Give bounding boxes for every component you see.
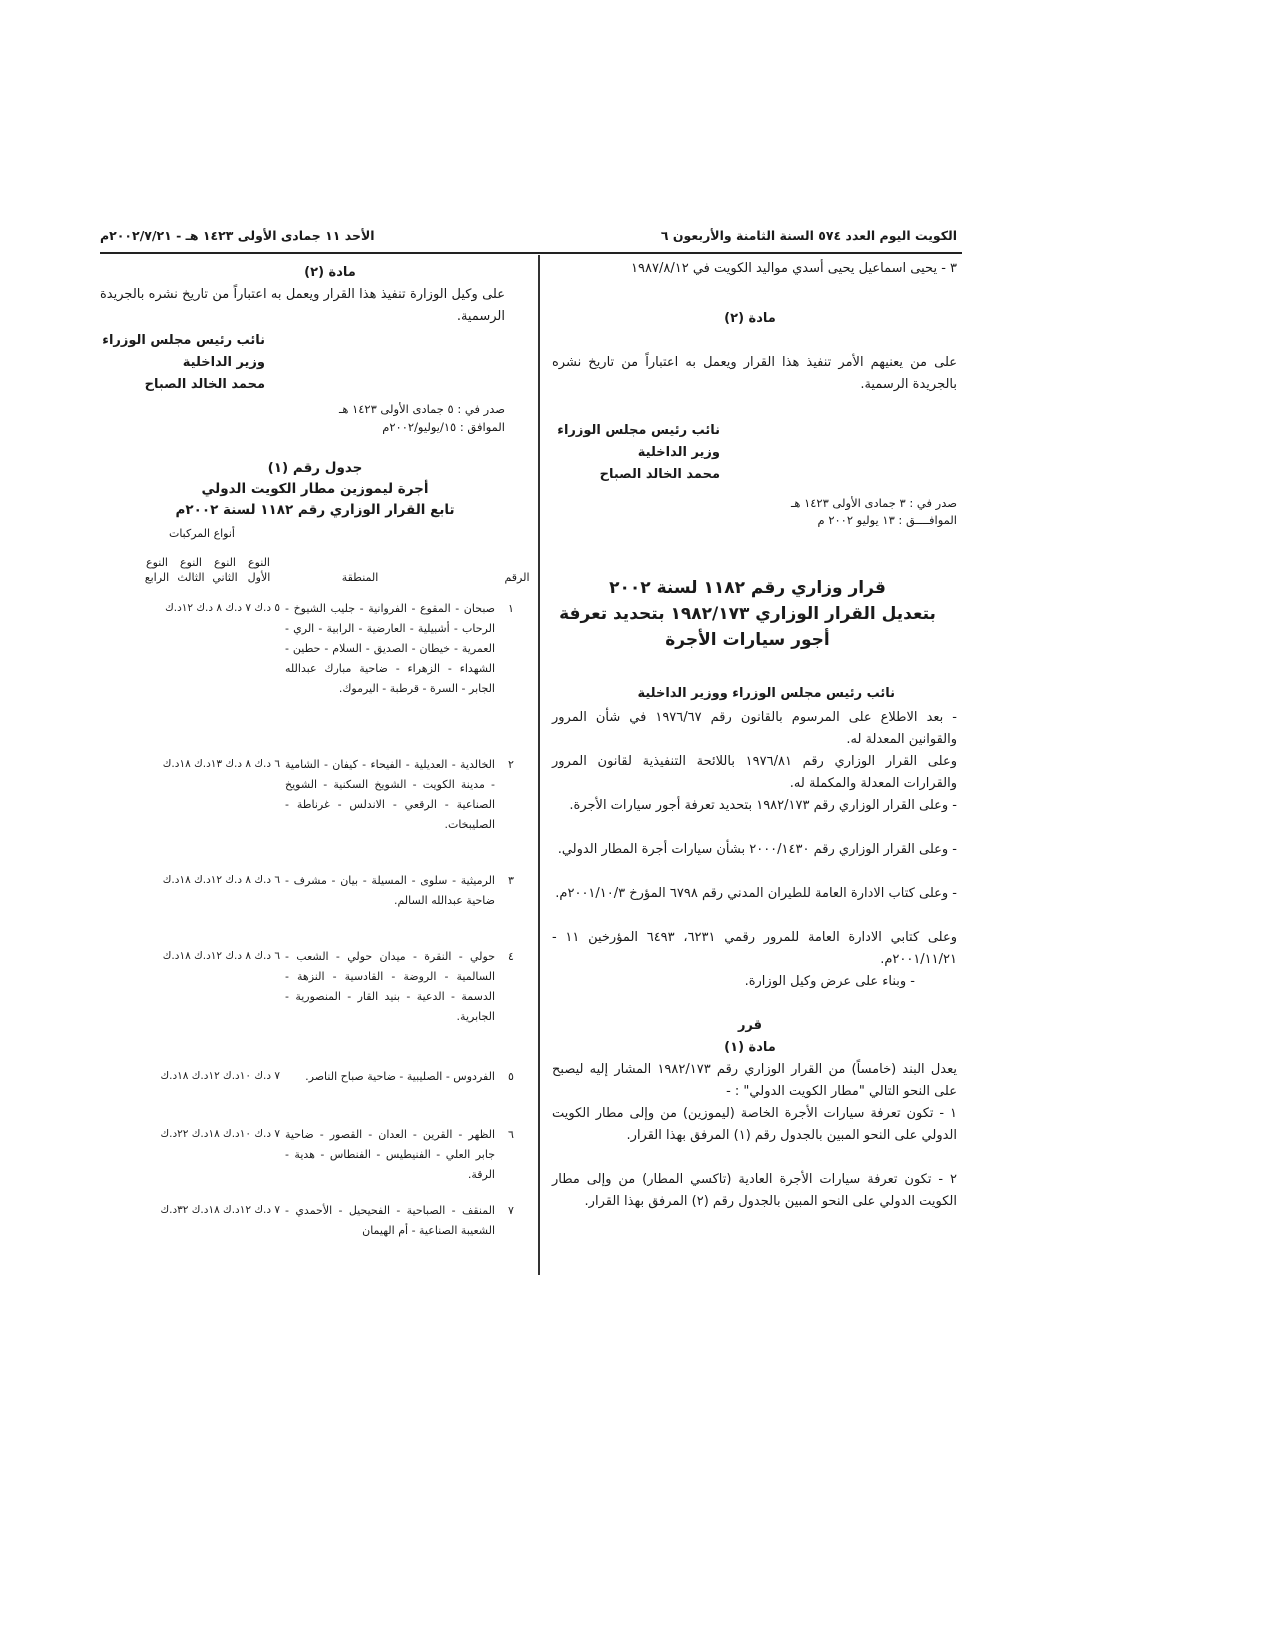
table-row-1-number: ١ [508, 602, 514, 615]
right-signature-title-2: وزير الداخلية [637, 445, 720, 460]
right-issued-date: صدر في : ٣ جمادى الأولى ١٤٢٣ هـ [790, 496, 957, 510]
table-row-5-number: ٥ [508, 1070, 514, 1083]
table-title-line-3: تابع القرار الوزاري رقم ١١٨٢ لسنة ٢٠٠٢م [175, 502, 455, 518]
left-signature-name: محمد الخالد الصباح [144, 377, 265, 392]
recital-4: - وعلى القرار الوزاري رقم ٢٠٠٠/١٤٣٠ بشأن سيارات أجرة المطار الدولي. [557, 842, 957, 857]
decided-heading: قرر [737, 1018, 763, 1033]
decision-title-line-1: قرار وزاري رقم ١١٨٢ لسنة ٢٠٠٢ [609, 578, 886, 598]
table-row-7-number: ٧ [508, 1204, 514, 1217]
table-title-line-1: جدول رقم (١) [267, 460, 363, 476]
table-row-2-number: ٢ [508, 758, 514, 771]
table-row-1-area: صبحان - المقوع - الفروانية - جليب الشيوخ - الرحاب - أشبيلية - العارضية - الرابية - الري - العمرية - خيطان - الصديق - السلام - حطين - الشهداء - الزهراء - ضاحية مبارك عبدالله الجابر - السرة - قرطبة - اليرموك. [285, 602, 495, 695]
left-signature-title-1: نائب رئيس مجلس الوزراء [102, 333, 265, 348]
table-row-3-prices: ٦ د.ك ٨ د.ك ١٢د.ك ١٨د.ك [162, 874, 280, 886]
recital-7: - وبناء على عرض وكيل الوزارة. [744, 974, 915, 989]
table-row-7-prices: ٧ د.ك ١٢د.ك ١٨د.ك ٣٢د.ك [160, 1204, 280, 1216]
table-row-4-area: حولي - النقرة - ميدان حولي - الشعب - السالمية - الروضة - القادسية - النزهة - الدسمة - الدعية - بنيد القار - المنصورية - الجابرية. [285, 950, 495, 1023]
right-article-1-title: مادة (١) [724, 1040, 776, 1055]
header-rule [100, 252, 962, 254]
decision-title-line-3: أجور سيارات الأجرة [665, 630, 830, 650]
header-issue-info: الكويت اليوم العدد ٥٧٤ السنة الثامنة والأربعون ٦ [660, 228, 957, 243]
table-row-6-number: ٦ [508, 1128, 514, 1141]
table-row-3-number: ٣ [508, 874, 514, 887]
col-header-area: المنطقة [341, 571, 379, 584]
column-divider [538, 255, 540, 1275]
right-article-2-text: على من يعنيهم الأمر تنفيذ هذا القرار ويعمل به اعتباراً من تاريخ نشره بالجريدة الرسمية. [552, 355, 957, 392]
table-row-6-area: الظهر - القرين - العدان - القصور - ضاحية جابر العلي - الفنيطيس - الفنطاس - هدية - الرقة. [285, 1128, 495, 1181]
table-row-3-area: الرميثية - سلوى - المسيلة - بيان - مشرف - ضاحية عبدالله السالم. [285, 874, 495, 907]
table-row-5-area: الفردوس - الصليبية - ضاحية صباح الناصر. [305, 1070, 495, 1083]
table-row-4-prices: ٦ د.ك ٨ د.ك ١٢د.ك ١٨د.ك [162, 950, 280, 962]
table-row-2-area: الخالدية - العديلية - الفيحاء - كيفان - الشامية - مدينة الكويت - الشويخ السكنية - الشويخ الصناعية - الرقعي - الاندلس - غرناطة - الصليبخات. [285, 758, 495, 831]
right-signature-name: محمد الخالد الصباح [599, 467, 720, 482]
recital-2: وعلى القرار الوزاري رقم ١٩٧٦/٨١ باللائحة التنفيذية لقانون المرور والقرارات المعدلة والمكملة له. [552, 754, 957, 791]
right-article-2-title: مادة (٢) [724, 311, 776, 326]
left-corresponding-date: الموافق : ١٥/يوليو/٢٠٠٢م [382, 420, 505, 434]
recital-1: - بعد الاطلاع على المرسوم بالقانون رقم ١٩٧٦/٦٧ في شأن المرور والقوانين المعدلة له. [552, 710, 957, 747]
recital-6: وعلى كتابي الادارة العامة للمرور رقمي ٦٢٣١، ٦٤٩٣ المؤرخين ١١ - ٢٠٠١/١١/٢١م. [552, 930, 958, 967]
recital-3: - وعلى القرار الوزاري رقم ١٩٨٢/١٧٣ بتحديد تعرفة أجور سيارات الأجرة. [569, 798, 957, 813]
col-header-type-2: النوع الثاني [212, 556, 238, 584]
col-header-type-4: النوع الرابع [144, 556, 170, 584]
table-row-1-prices: ٥ د.ك ٧ د.ك ٨ د.ك ١٢د.ك [165, 602, 280, 614]
table-title-line-2: أجرة ليموزين مطار الكويت الدولي [201, 481, 429, 497]
table-row-5-prices: ٧ د.ك ١٠د.ك ١٢د.ك ١٨د.ك [160, 1070, 280, 1082]
left-article-2-title: مادة (٢) [304, 265, 356, 280]
vehicle-types-label: أنواع المركبات [168, 527, 235, 540]
table-row-4-number: ٤ [508, 950, 514, 963]
left-signature-title-2: وزير الداخلية [182, 355, 265, 370]
recital-5: - وعلى كتاب الادارة العامة للطيران المدني رقم ٦٧٩٨ المؤرخ ٢٠٠١/١٠/٣م. [555, 886, 957, 901]
left-article-2-text: على وكيل الوزارة تنفيذ هذا القرار ويعمل به اعتباراً من تاريخ نشره بالجريدة الرسمية. [100, 287, 505, 324]
right-signature-title-1: نائب رئيس مجلس الوزراء [557, 423, 720, 438]
col-header-type-1: النوع الأول [247, 556, 271, 584]
table-row-7-area: المنقف - الصباحية - الفحيحيل - الأحمدي - الشعيبة الصناعية - أم الهيمان [285, 1204, 495, 1237]
table-row-6-prices: ٧ د.ك ١٠د.ك ١٨د.ك ٢٢د.ك [160, 1128, 280, 1140]
table-row-2-prices: ٦ د.ك ٨ د.ك ١٣د.ك ١٨د.ك [162, 758, 280, 770]
item-3-text: ٣ - يحيى اسماعيل يحيى أسدي مواليد الكويت في ١٩٨٧/٨/١٢ [631, 261, 957, 276]
right-corresponding-date: الموافــــق : ١٣ يوليو ٢٠٠٢ م [817, 513, 957, 527]
article-1-item-1: ١ - تكون تعرفة سيارات الأجرة الخاصة (ليموزين) من وإلى مطار الكويت الدولي على النحو المبين بالجدول رقم (١) المرفق بهذا القرار. [552, 1106, 957, 1143]
left-issued-date: صدر في : ٥ جمادى الأولى ١٤٢٣ هـ [338, 402, 505, 416]
article-1-item-2: ٢ - تكون تعرفة سيارات الأجرة العادية (تاكسي المطار) من وإلى مطار الكويت الدولي على النحو المبين بالجدول رقم (٢) المرفق بهذا القرار. [552, 1172, 957, 1209]
col-header-type-3: النوع الثالث [177, 556, 205, 584]
issuer-line: نائب رئيس مجلس الوزراء ووزير الداخلية [637, 686, 895, 701]
decision-title-line-2: بتعديل القرار الوزاري ١٩٨٢/١٧٣ بتحديد تعرفة [559, 604, 936, 624]
col-header-number: الرقم [504, 571, 530, 584]
header-date: الأحد ١١ جمادى الأولى ١٤٢٣ هـ - ٢٠٠٢/٧/٢١م [100, 228, 375, 243]
article-1-text: يعدل البند (خامساً) من القرار الوزاري رقم ١٩٨٢/١٧٣ المشار إليه ليصبح على النحو التالي "مطار الكويت الدولي" : - [552, 1062, 957, 1099]
